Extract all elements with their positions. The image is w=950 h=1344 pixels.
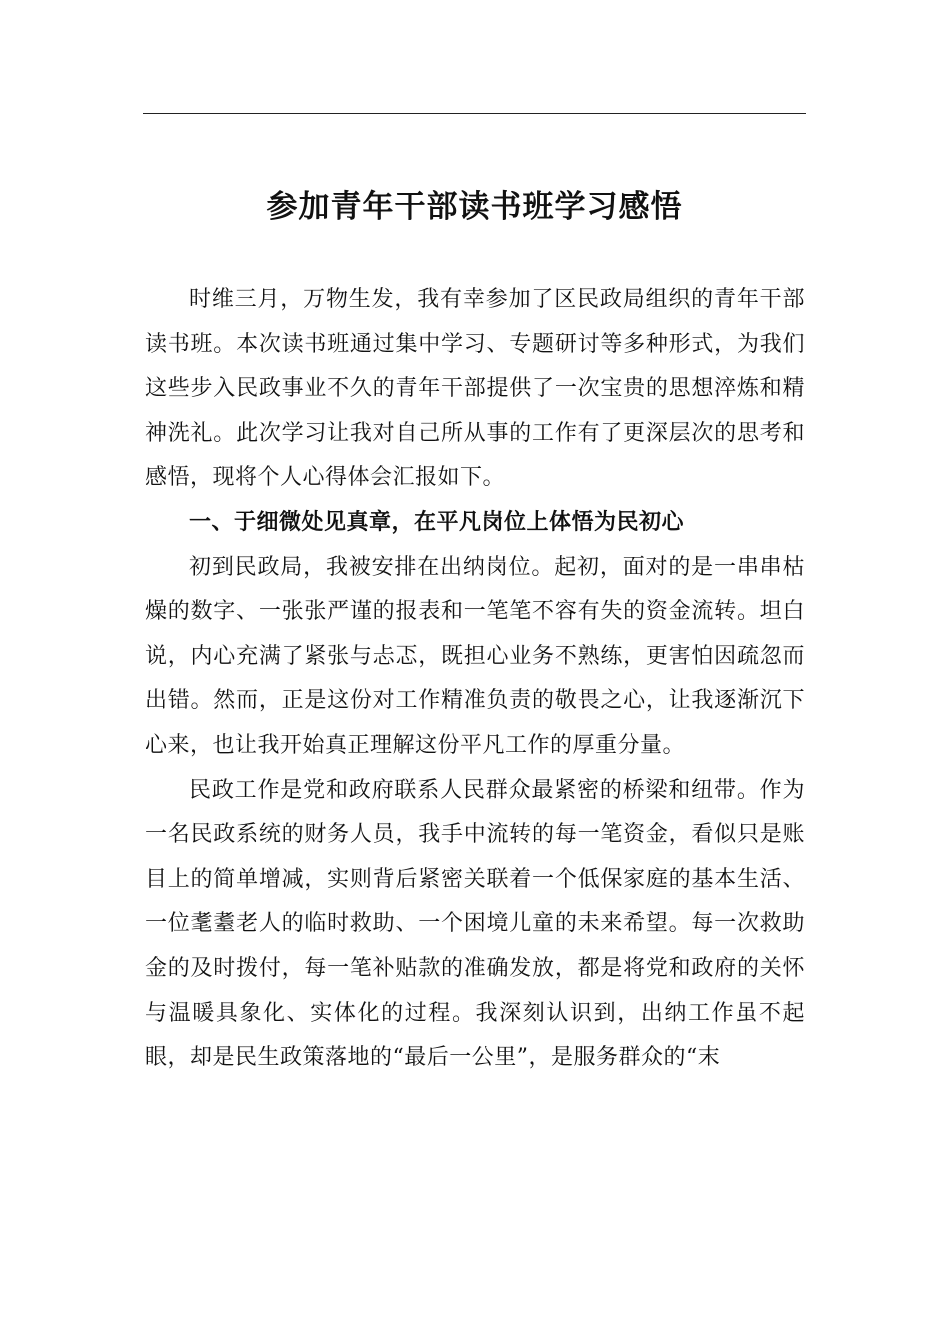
section1-paragraph-2: 民政工作是党和政府联系人民群众最紧密的桥梁和纽带。作为一名民政系统的财务人员，我手中流转的每一笔资金，看似只是账目上的简单增减，实则背后紧密关联着一个低保家庭的基本生活、一位耄耋老人的临时救助、一个困境儿童的未来希望。每一次救助金的及时拨付，每一笔补贴款的准确发放，都是将党和政府的关怀与温暖具象化、实体化的过程。我深刻认识到，出纳工作虽不起眼，却是民生政策落地的“最后一公里”，是服务群众的“末	[145, 777, 805, 1071]
document-title: 参加青年干部读书班学习感悟	[266, 188, 683, 225]
section-heading-1: 一、于细微处见真章，在平凡岗位上体悟为民初心	[189, 509, 685, 535]
section1-paragraph-1: 初到民政局，我被安排在出纳岗位。起初，面对的是一串串枯燥的数字、一张张严谨的报表和一笔笔不容有失的资金流转。坦白说，内心充满了紧张与忐忑，既担心业务不熟练，更害怕因疏忽而出错。然而，正是这份对工作精准负责的敬畏之心，让我逐渐沉下心来，也让我开始真正理解这份平凡工作的厚重分量。	[145, 554, 805, 758]
intro-paragraph: 时维三月，万物生发，我有幸参加了区民政局组织的青年干部读书班。本次读书班通过集中学习、专题研讨等多种形式，为我们这些步入民政事业不久的青年干部提供了一次宝贵的思想淬炼和精神洗礼。此次学习让我对自己所从事的工作有了更深层次的思考和感悟，现将个人心得体会汇报如下。	[145, 287, 805, 491]
header-rule	[143, 113, 806, 114]
document-body	[145, 278, 805, 1081]
